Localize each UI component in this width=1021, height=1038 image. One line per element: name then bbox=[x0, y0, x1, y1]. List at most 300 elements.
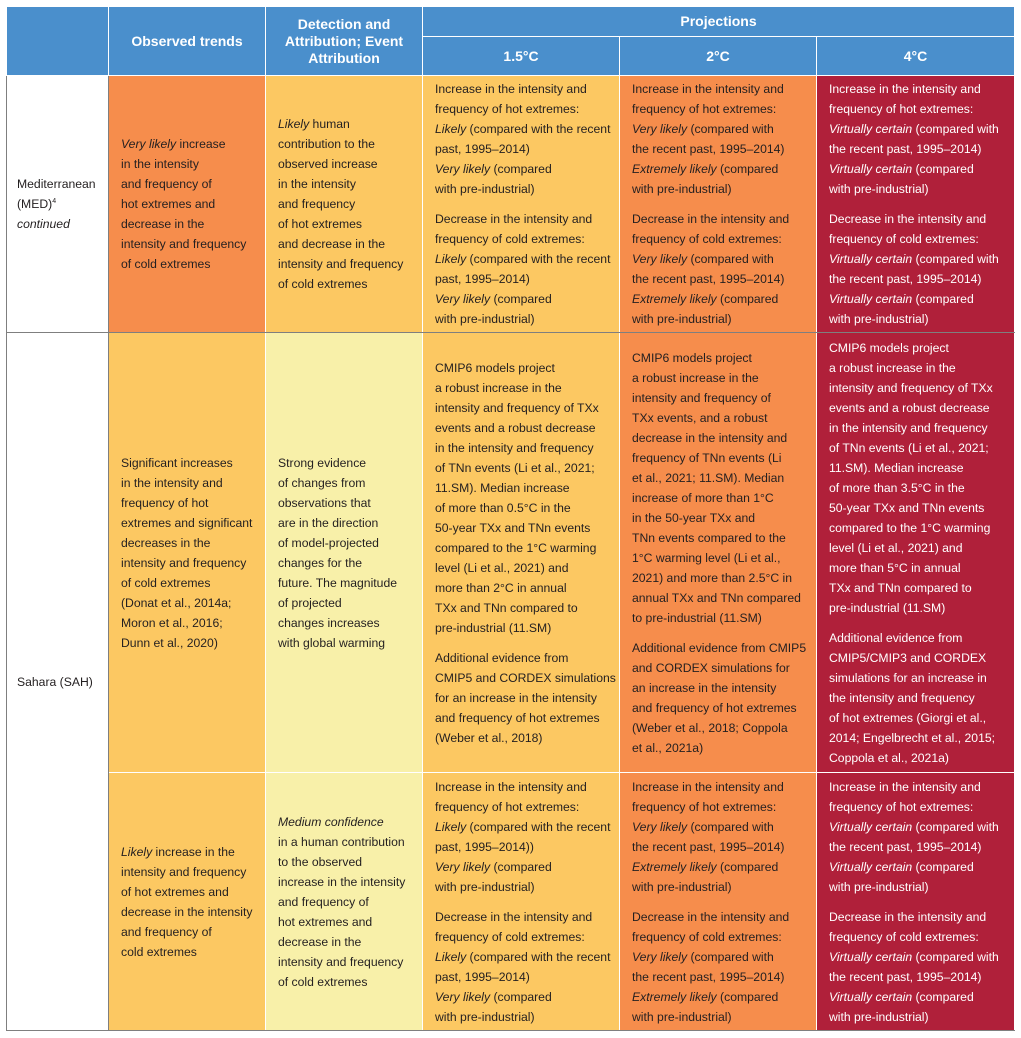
cell-text: (compared bbox=[716, 859, 779, 874]
detection-attribution-sah bbox=[266, 333, 423, 773]
cell-line: Decrease in the intensity and bbox=[632, 909, 790, 924]
cell-line: frequency of cold extremes: bbox=[632, 929, 782, 944]
projection-4c-sah-confidence bbox=[817, 773, 1015, 1031]
cell-line bbox=[435, 857, 611, 877]
region-code: (MED) bbox=[17, 197, 53, 211]
likelihood-qualifier: Likely bbox=[435, 819, 467, 834]
likelihood-qualifier: Likely bbox=[435, 252, 467, 266]
likelihood-qualifier: Virtually certain bbox=[829, 122, 913, 136]
cell-line: simulations for an increase in bbox=[829, 670, 987, 685]
cell-line: and frequency of bbox=[278, 894, 369, 909]
cell-paragraph bbox=[829, 209, 1006, 329]
projection-4c-med bbox=[817, 76, 1015, 333]
cell-line: frequency of hot extremes: bbox=[632, 799, 777, 814]
likelihood-qualifier: Virtually certain bbox=[829, 949, 913, 964]
cell-line: cold extremes bbox=[121, 944, 197, 959]
cell-line: past, 1995–2014) bbox=[435, 142, 530, 156]
likelihood-qualifier: Extremely likely bbox=[632, 292, 717, 306]
cell-line: are in the direction bbox=[278, 515, 379, 530]
cell-line: pre-industrial (11.SM) bbox=[435, 620, 552, 635]
cell-line: of more than 0.5°C in the bbox=[435, 500, 571, 515]
cell-line: and CORDEX simulations for bbox=[632, 660, 790, 675]
footnote-marker: 4 bbox=[52, 198, 57, 205]
cell-line: frequency of cold extremes: bbox=[632, 232, 782, 246]
header-4-degrees: 4°C bbox=[817, 37, 1015, 76]
cell-line: frequency of cold extremes: bbox=[435, 929, 585, 944]
projection-1-5c-med bbox=[423, 76, 620, 333]
likelihood-qualifier: Likely bbox=[435, 122, 467, 136]
cell-line: Decrease in the intensity and bbox=[829, 909, 987, 924]
likelihood-qualifier: Medium confidence bbox=[278, 814, 384, 829]
cell-line: more than 2°C in annual bbox=[435, 580, 567, 595]
cell-text: (compared bbox=[490, 292, 552, 306]
likelihood-qualifier: Extremely likely bbox=[632, 989, 717, 1004]
cell-line: with pre-industrial) bbox=[435, 312, 535, 326]
cell-line: events and a robust decrease bbox=[435, 420, 596, 435]
header-detection-attribution bbox=[266, 7, 423, 76]
cell-line: frequency of hot bbox=[121, 495, 209, 510]
detection-attribution-med bbox=[266, 76, 423, 333]
region-cell-sah bbox=[7, 333, 109, 1031]
cell-line: Coppola et al., 2021a) bbox=[829, 750, 949, 765]
likelihood-qualifier: Very likely bbox=[632, 819, 688, 834]
cell-line: of model-projected bbox=[278, 535, 379, 550]
cell-line: observed increase bbox=[278, 157, 378, 171]
cell-line: of cold extremes bbox=[121, 575, 211, 590]
cell-line: intensity and frequency of bbox=[632, 390, 771, 405]
cell-line: of changes from bbox=[278, 475, 366, 490]
cell-line: with pre-industrial) bbox=[829, 879, 929, 894]
cell-text: (compared bbox=[912, 989, 974, 1004]
cell-line: intensity and frequency bbox=[121, 237, 247, 251]
cell-line bbox=[278, 812, 414, 832]
likelihood-qualifier: Virtually certain bbox=[829, 292, 913, 306]
cell-paragraph bbox=[632, 638, 808, 758]
cell-line: CMIP5/CMIP3 and CORDEX bbox=[829, 650, 987, 665]
cell-paragraph bbox=[121, 453, 257, 653]
cell-text: (compared with bbox=[912, 122, 999, 136]
cell-paragraph bbox=[435, 79, 611, 199]
detection-attribution-sah-confidence bbox=[266, 773, 423, 1031]
cell-line bbox=[278, 114, 414, 134]
header-observed-trends bbox=[109, 7, 266, 76]
likelihood-qualifier: Very likely bbox=[121, 137, 177, 151]
cell-line: the intensity and frequency bbox=[829, 690, 975, 705]
cell-line: TNn events compared to the bbox=[632, 530, 786, 545]
cell-line: frequency of TNn events (Li bbox=[632, 450, 782, 465]
cell-line bbox=[829, 987, 1006, 1007]
projection-4c-sah bbox=[817, 333, 1015, 773]
cell-line: compared to the 1°C warming bbox=[829, 520, 991, 535]
cell-text: (compared bbox=[490, 162, 552, 176]
cell-paragraph bbox=[121, 842, 257, 962]
cell-text: (compared with the recent bbox=[466, 819, 611, 834]
cell-paragraph bbox=[278, 812, 414, 992]
cell-line bbox=[632, 987, 808, 1007]
cell-line: a robust increase in the bbox=[829, 360, 956, 375]
cell-line: (Weber et al., 2018) bbox=[435, 730, 543, 745]
cell-line: Additional evidence from bbox=[435, 650, 569, 665]
cell-line: with pre-industrial) bbox=[829, 1009, 929, 1024]
cell-line: pre-industrial (11.SM) bbox=[829, 600, 946, 615]
cell-line: et al., 2021a) bbox=[632, 740, 704, 755]
cell-paragraph bbox=[632, 348, 808, 628]
row-sahara-confidence bbox=[7, 773, 1015, 1031]
cell-line bbox=[632, 119, 808, 139]
cell-text: (compared with bbox=[687, 819, 774, 834]
cell-line: CMIP6 models project bbox=[632, 350, 752, 365]
cell-text: (compared bbox=[912, 859, 974, 874]
cell-paragraph bbox=[829, 79, 1006, 199]
cell-line: Decrease in the intensity and bbox=[435, 909, 593, 924]
cell-text: increase in the bbox=[152, 844, 235, 859]
cell-line: frequency of hot extremes: bbox=[435, 102, 580, 116]
cell-line: of hot extremes and bbox=[121, 884, 229, 899]
cell-line: 2014; Engelbrecht et al., 2015; bbox=[829, 730, 996, 745]
cell-text: (compared bbox=[912, 292, 974, 306]
cell-line: of TNn events (Li et al., 2021; bbox=[435, 460, 595, 475]
likelihood-qualifier: Virtually certain bbox=[829, 162, 913, 176]
likelihood-qualifier: Extremely likely bbox=[632, 859, 717, 874]
cell-line: Decrease in the intensity and bbox=[829, 212, 987, 226]
projection-2c-sah bbox=[620, 333, 817, 773]
cell-line: the recent past, 1995–2014) bbox=[829, 142, 982, 156]
cell-line: the recent past, 1995–2014) bbox=[632, 839, 785, 854]
cell-line: with pre-industrial) bbox=[632, 312, 732, 326]
cell-line: intensity and frequency bbox=[121, 864, 247, 879]
likelihood-qualifier: Very likely bbox=[435, 859, 491, 874]
cell-line bbox=[829, 857, 1006, 877]
cell-line: and frequency of hot extremes bbox=[435, 710, 600, 725]
cell-line: and frequency bbox=[278, 197, 356, 211]
cell-line: Additional evidence from bbox=[829, 630, 963, 645]
cell-line: a robust increase in the bbox=[435, 380, 562, 395]
cell-line: et al., 2021; 11.SM). Median bbox=[632, 470, 785, 485]
cell-line bbox=[435, 987, 611, 1007]
cell-line: Decrease in the intensity and bbox=[435, 212, 593, 226]
cell-paragraph bbox=[278, 453, 414, 653]
cell-text: (compared with bbox=[687, 122, 774, 136]
cell-line: with pre-industrial) bbox=[632, 879, 732, 894]
cell-line bbox=[829, 817, 1006, 837]
cell-line bbox=[829, 249, 1006, 269]
cell-line: the recent past, 1995–2014) bbox=[632, 272, 785, 286]
cell-line bbox=[829, 119, 1006, 139]
cell-line: frequency of hot extremes: bbox=[829, 799, 974, 814]
cell-text: (compared bbox=[490, 989, 552, 1004]
row-sahara-evidence bbox=[7, 333, 1015, 773]
cell-line: 2021) and more than 2.5°C in bbox=[632, 570, 793, 585]
region-cell-med bbox=[7, 76, 109, 333]
cell-line: Additional evidence from CMIP5 bbox=[632, 640, 807, 655]
cell-paragraph bbox=[829, 777, 1006, 897]
cell-line: TXx and TNn compared to bbox=[829, 580, 972, 595]
cell-line: intensity and frequency of TXx bbox=[435, 400, 599, 415]
cell-line: extremes and significant bbox=[121, 515, 253, 530]
cell-line: with pre-industrial) bbox=[435, 182, 535, 196]
projection-1-5c-sah bbox=[423, 333, 620, 773]
cell-text: (compared bbox=[716, 989, 779, 1004]
cell-line: of hot extremes bbox=[278, 217, 362, 231]
cell-line: with pre-industrial) bbox=[632, 1009, 732, 1024]
cell-text: (compared with the recent bbox=[466, 949, 611, 964]
header-region bbox=[7, 7, 109, 76]
cell-line: CMIP5 and CORDEX simulations bbox=[435, 670, 616, 685]
continued-label: continued bbox=[17, 217, 70, 231]
cell-line: 1°C warming level (Li et al., bbox=[632, 550, 781, 565]
cell-line: frequency of hot extremes: bbox=[829, 102, 974, 116]
cell-line: Moron et al., 2016; bbox=[121, 615, 223, 630]
cell-line: with pre-industrial) bbox=[435, 879, 535, 894]
cell-text: (compared with bbox=[687, 252, 774, 266]
cell-line bbox=[121, 134, 257, 154]
cell-line bbox=[829, 289, 1006, 309]
cell-paragraph bbox=[435, 358, 611, 638]
cell-line: and frequency of bbox=[121, 924, 212, 939]
likelihood-qualifier: Very likely bbox=[632, 949, 688, 964]
cell-line: to the observed bbox=[278, 854, 363, 869]
cell-line: 50-year TXx and TNn events bbox=[435, 520, 591, 535]
cell-paragraph bbox=[435, 777, 611, 897]
cell-text: (compared with bbox=[912, 252, 999, 266]
cell-line: Increase in the intensity and bbox=[829, 779, 981, 794]
cell-line bbox=[435, 947, 611, 967]
cell-text: (compared bbox=[490, 859, 552, 874]
cell-line: future. The magnitude bbox=[278, 575, 398, 590]
cell-line: to pre-industrial (11.SM) bbox=[632, 610, 762, 625]
cell-line: observations that bbox=[278, 495, 371, 510]
cell-line: an increase in the intensity bbox=[632, 680, 777, 695]
observed-trends-sah-confidence bbox=[109, 773, 266, 1031]
cell-line: changes increases bbox=[278, 615, 380, 630]
likelihood-qualifier: Very likely bbox=[435, 162, 491, 176]
cell-text: human bbox=[309, 117, 350, 131]
cell-line: of TNn events (Li et al., 2021; bbox=[829, 440, 989, 455]
cell-line: Increase in the intensity and bbox=[435, 779, 587, 794]
cell-line: past, 1995–2014) bbox=[435, 272, 530, 286]
cell-line: in a human contribution bbox=[278, 834, 405, 849]
cell-line: past, 1995–2014) bbox=[435, 969, 530, 984]
cell-line: of projected bbox=[278, 595, 342, 610]
cell-line: 11.SM). Median increase bbox=[829, 460, 964, 475]
cell-line: Strong evidence bbox=[278, 455, 367, 470]
cell-line: intensity and frequency bbox=[278, 954, 404, 969]
cell-text: (compared bbox=[716, 162, 779, 176]
cell-line: changes for the bbox=[278, 555, 363, 570]
cell-line: compared to the 1°C warming bbox=[435, 540, 597, 555]
cell-line: Significant increases bbox=[121, 455, 233, 470]
cell-text: (compared bbox=[716, 292, 779, 306]
cell-line: intensity and frequency of TXx bbox=[829, 380, 993, 395]
cell-line: with pre-industrial) bbox=[829, 182, 929, 196]
cell-line: of cold extremes bbox=[278, 277, 368, 291]
cell-line bbox=[632, 857, 808, 877]
cell-line: increase in the intensity bbox=[278, 874, 406, 889]
cell-text: (compared bbox=[912, 162, 974, 176]
likelihood-qualifier: Very likely bbox=[435, 989, 491, 1004]
cell-line: for an increase in the intensity bbox=[435, 690, 597, 705]
cell-line: events and a robust decrease bbox=[829, 400, 990, 415]
cell-line: with pre-industrial) bbox=[435, 1009, 535, 1024]
cell-text: (compared with the recent bbox=[466, 122, 611, 136]
cell-line: Increase in the intensity and bbox=[632, 779, 784, 794]
cell-line: decreases in the bbox=[121, 535, 211, 550]
cell-line: CMIP6 models project bbox=[829, 340, 949, 355]
cell-line: level (Li et al., 2021) and bbox=[435, 560, 569, 575]
row-mediterranean bbox=[7, 76, 1015, 333]
cell-line: with global warming bbox=[278, 635, 386, 650]
cell-line bbox=[829, 947, 1006, 967]
cell-line: CMIP6 models project bbox=[435, 360, 555, 375]
cell-line: frequency of cold extremes: bbox=[829, 929, 979, 944]
cell-line: (Donat et al., 2014a; bbox=[121, 595, 232, 610]
cell-line: the recent past, 1995–2014) bbox=[829, 839, 982, 854]
cell-line: the recent past, 1995–2014) bbox=[632, 969, 785, 984]
cell-line: frequency of hot extremes: bbox=[435, 799, 580, 814]
cell-line bbox=[435, 249, 611, 269]
cell-line: in the intensity and frequency bbox=[435, 440, 594, 455]
cell-line bbox=[632, 947, 808, 967]
cell-line: the recent past, 1995–2014) bbox=[829, 272, 982, 286]
cell-line: level (Li et al., 2021) and bbox=[829, 540, 963, 555]
cell-line: 50-year TXx and TNn events bbox=[829, 500, 985, 515]
cell-line: 11.SM). Median increase bbox=[435, 480, 570, 495]
cell-line: frequency of hot extremes: bbox=[632, 102, 777, 116]
cell-line: decrease in the intensity bbox=[121, 904, 253, 919]
cell-line: in the 50-year TXx and bbox=[632, 510, 756, 525]
cell-line: decrease in the intensity and bbox=[632, 430, 788, 445]
cell-line bbox=[632, 159, 808, 179]
cell-line: the recent past, 1995–2014) bbox=[632, 142, 785, 156]
cell-line: a robust increase in the bbox=[632, 370, 759, 385]
header-label-line: Attribution; Event bbox=[284, 32, 404, 49]
region-name: Sahara (SAH) bbox=[17, 674, 93, 689]
cell-line: increase of more than 1°C bbox=[632, 490, 774, 505]
projection-1-5c-sah-confidence bbox=[423, 773, 620, 1031]
cell-text: increase bbox=[176, 137, 226, 151]
cell-text: (compared with bbox=[912, 949, 999, 964]
cell-line: Dunn et al., 2020) bbox=[121, 635, 218, 650]
cell-line bbox=[632, 289, 808, 309]
cell-line: TXx events, and a robust bbox=[632, 410, 768, 425]
cell-line bbox=[435, 817, 611, 837]
likelihood-qualifier: Virtually certain bbox=[829, 989, 913, 1004]
cell-line: hot extremes and bbox=[278, 914, 373, 929]
cell-line: with pre-industrial) bbox=[829, 312, 929, 326]
region-name: Mediterranean bbox=[17, 177, 96, 191]
cell-line bbox=[121, 842, 257, 862]
cell-line: and frequency of bbox=[121, 177, 212, 191]
cell-line: with pre-industrial) bbox=[632, 182, 732, 196]
cell-paragraph bbox=[121, 134, 257, 274]
cell-line: and decrease in the bbox=[278, 237, 386, 251]
cell-line bbox=[435, 119, 611, 139]
cell-text: (compared with bbox=[687, 949, 774, 964]
cell-paragraph bbox=[632, 907, 808, 1027]
cell-line: frequency of cold extremes: bbox=[829, 232, 979, 246]
observed-trends-med bbox=[109, 76, 266, 333]
cell-line: past, 1995–2014)) bbox=[435, 839, 534, 854]
likelihood-qualifier: Very likely bbox=[632, 252, 688, 266]
likelihood-qualifier: Likely bbox=[121, 844, 153, 859]
cell-line: more than 5°C in annual bbox=[829, 560, 961, 575]
cell-line: of more than 3.5°C in the bbox=[829, 480, 965, 495]
cell-line: Increase in the intensity and bbox=[632, 82, 784, 96]
header-2-degrees: 2°C bbox=[620, 37, 817, 76]
cell-line: intensity and frequency bbox=[278, 257, 404, 271]
header-projections: Projections bbox=[423, 7, 1015, 37]
cell-line: annual TXx and TNn compared bbox=[632, 590, 801, 605]
cell-line: Increase in the intensity and bbox=[435, 82, 587, 96]
likelihood-qualifier: Very likely bbox=[632, 122, 688, 136]
cell-line: contribution to the bbox=[278, 137, 375, 151]
cell-paragraph bbox=[829, 907, 1006, 1027]
header-label-line: Observed trends bbox=[131, 32, 243, 49]
cell-line: and frequency of hot extremes bbox=[632, 700, 797, 715]
cell-paragraph bbox=[632, 777, 808, 897]
likelihood-qualifier: Likely bbox=[278, 117, 310, 131]
cell-line: Decrease in the intensity and bbox=[632, 212, 790, 226]
cell-paragraph bbox=[435, 648, 616, 748]
cell-line bbox=[632, 249, 808, 269]
cell-paragraph bbox=[632, 79, 808, 199]
assessment-table-page bbox=[6, 6, 1014, 1032]
likelihood-qualifier: Very likely bbox=[435, 292, 491, 306]
cell-line: of cold extremes bbox=[121, 257, 211, 271]
cell-line: hot extremes and bbox=[121, 197, 216, 211]
cell-text: (compared with the recent bbox=[466, 252, 611, 266]
cell-line: in the intensity and frequency bbox=[829, 420, 988, 435]
cell-text: (compared with bbox=[912, 819, 999, 834]
observed-trends-sah bbox=[109, 333, 266, 773]
extremes-assessment-table bbox=[6, 6, 1015, 1031]
projection-2c-med bbox=[620, 76, 817, 333]
header-label-line: Attribution bbox=[308, 49, 380, 66]
cell-paragraph bbox=[829, 338, 1006, 618]
cell-paragraph bbox=[435, 209, 611, 329]
cell-line: of hot extremes (Giorgi et al., bbox=[829, 710, 987, 725]
cell-paragraph bbox=[632, 209, 808, 329]
cell-line bbox=[632, 817, 808, 837]
cell-line: Increase in the intensity and bbox=[829, 82, 981, 96]
cell-paragraph bbox=[278, 114, 414, 294]
likelihood-qualifier: Virtually certain bbox=[829, 252, 913, 266]
cell-line: in the intensity and bbox=[121, 475, 223, 490]
cell-line: decrease in the bbox=[278, 934, 362, 949]
likelihood-qualifier: Extremely likely bbox=[632, 162, 717, 176]
header-1-5-degrees: 1.5°C bbox=[423, 37, 620, 76]
cell-line: the recent past, 1995–2014) bbox=[829, 969, 982, 984]
cell-line: frequency of cold extremes: bbox=[435, 232, 585, 246]
header-label-line: Detection and bbox=[297, 15, 391, 32]
cell-line: in the intensity bbox=[278, 177, 356, 191]
cell-line bbox=[435, 159, 611, 179]
cell-line: in the intensity bbox=[121, 157, 199, 171]
cell-paragraph bbox=[829, 628, 1006, 768]
cell-paragraph bbox=[435, 907, 611, 1027]
cell-line: (Weber et al., 2018; Coppola bbox=[632, 720, 788, 735]
projection-2c-sah-confidence bbox=[620, 773, 817, 1031]
likelihood-qualifier: Virtually certain bbox=[829, 859, 913, 874]
cell-line: of cold extremes bbox=[278, 974, 368, 989]
cell-line: TXx and TNn compared to bbox=[435, 600, 578, 615]
cell-line: decrease in the bbox=[121, 217, 205, 231]
likelihood-qualifier: Likely bbox=[435, 949, 467, 964]
cell-line: intensity and frequency bbox=[121, 555, 247, 570]
cell-line bbox=[829, 159, 1006, 179]
cell-line bbox=[435, 289, 611, 309]
likelihood-qualifier: Virtually certain bbox=[829, 819, 913, 834]
